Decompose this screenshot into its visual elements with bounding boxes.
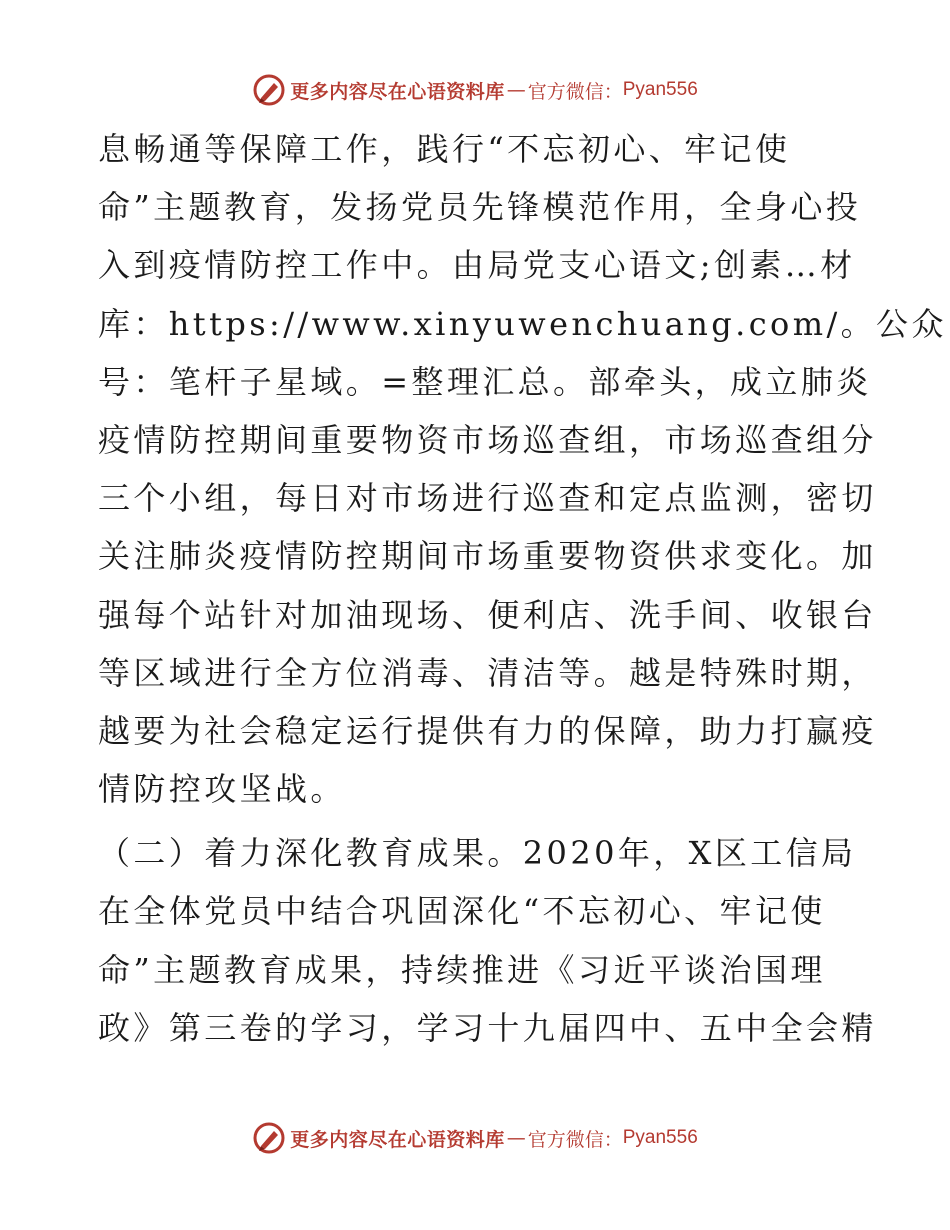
paragraph-2 <box>98 824 877 1057</box>
text-line: 号：笔杆子星域。=整理汇总。部牵头，成立肺炎 <box>98 362 872 401</box>
header-site-text: 更多内容尽在心语资料库 <box>290 80 505 103</box>
text-line: 在全体党员中结合巩固深化“不忘初心、牢记使 <box>98 892 826 931</box>
text-line: 关注肺炎疫情防控期间市场重要物资供求变化。加 <box>98 537 877 576</box>
header-dash: — <box>506 79 526 101</box>
text-line: 库：https://www.xinyuwenchuang.com/。公众 <box>98 304 947 343</box>
text-line: 越要为社会稳定运行提供有力的保障，助力打赢疫 <box>98 711 877 750</box>
text-line: 政》第三卷的学习，学习十九届四中、五中全会精 <box>98 1008 877 1047</box>
text-line: 强每个站针对加油现场、便利店、洗手间、收银台 <box>98 595 877 634</box>
document-body <box>98 120 947 1057</box>
footer-wechat-label: 官方微信： <box>527 1128 623 1151</box>
header-banner <box>0 70 950 110</box>
text-line: 情防控攻坚战。 <box>98 770 346 809</box>
text-line: 入到疫情防控工作中。由局党支心语文;创素…材 <box>98 246 856 285</box>
paragraph-1 <box>98 120 947 818</box>
footer-site-text: 更多内容尽在心语资料库 <box>290 1128 505 1151</box>
header-wechat-label: 官方微信： <box>527 80 623 103</box>
text-line: 疫情防控期间重要物资市场巡查组，市场巡查组分 <box>98 420 877 459</box>
pen-logo-icon <box>252 1121 286 1155</box>
pen-logo-icon <box>252 73 286 107</box>
text-line: （二）着力深化教育成果。2020年，X区工信局 <box>98 834 857 873</box>
text-line: 三个小组，每日对市场进行巡查和定点监测，密切 <box>98 479 877 518</box>
text-line: 命”主题教育成果，持续推进《习近平谈治国理 <box>98 950 826 989</box>
text-line: 息畅通等保障工作，践行“不忘初心、牢记使 <box>98 130 791 168</box>
footer-dash: — <box>506 1127 526 1149</box>
footer-wechat-id: Pyan556 <box>622 1127 698 1148</box>
text-line: 等区域进行全方位消毒、清洁等。越是特殊时期， <box>98 653 877 692</box>
text-line: 命”主题教育，发扬党员先锋模范作用，全身心投 <box>98 188 862 227</box>
header-wechat-id: Pyan556 <box>622 79 698 100</box>
footer-banner <box>0 1118 950 1158</box>
